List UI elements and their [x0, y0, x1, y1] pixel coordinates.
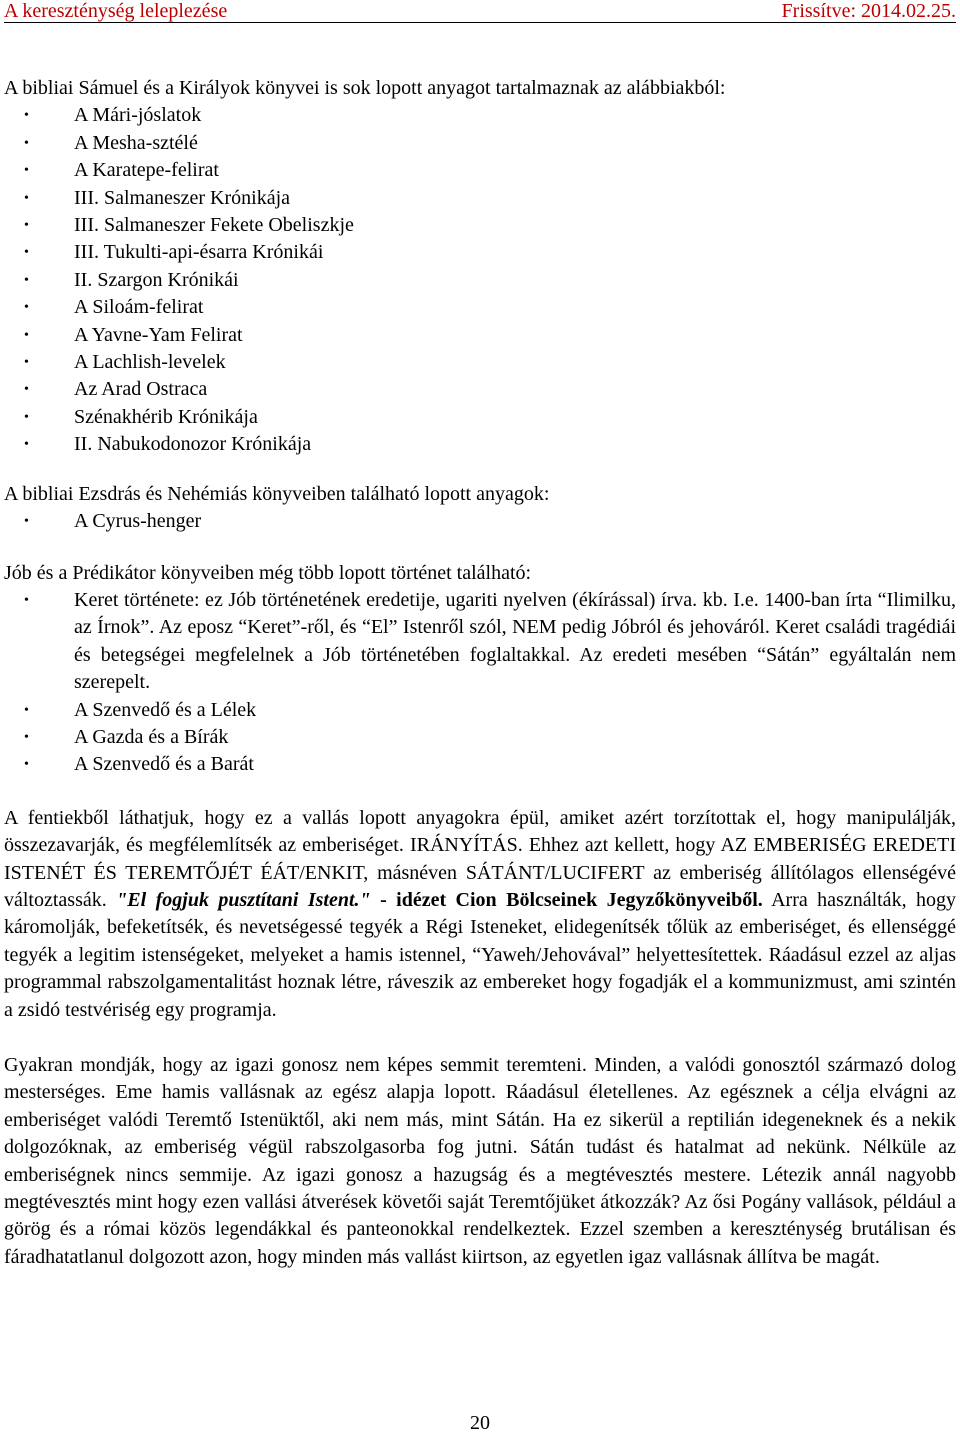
section-job-intro: Jób és a Prédikátor könyveiben még több lopott történet található:	[4, 561, 532, 584]
section-samuel-kings-intro: A bibliai Sámuel és a Királyok könyvei is sok lopott anyagot tartalmaznak az alábbiakból:	[4, 77, 726, 99]
section-ezra-nehemiah-list	[4, 508, 956, 535]
list-item: • Szénakhérib Krónikája	[4, 404, 956, 431]
page-content	[4, 75, 956, 1271]
list-item: • II. Szargon Krónikái	[4, 267, 956, 294]
list-item: • A Gazda és a Bírák	[4, 724, 956, 751]
list-item: • A Mári-jóslatok	[4, 102, 956, 129]
list-item: • A Cyrus-henger	[4, 508, 956, 535]
list-item-keret: • Keret története: ez Jób történetének eredetije, ugariti nyelven (ékírással) írva. kb. I.e. 1400-ban írta “Ilimilku, az Írnok”. Az eposz “Keret”-ről, és “El” Istenről szól, NEM pedig Jóbról és jehováról. Keret családi tragédiái és betegségei megfelelnek a Jób történetében foglaltakkal. Az eredeti mesében “Sátán” egyáltalán nem szerepelt.	[4, 587, 956, 697]
update-date: Frissítve: 2014.02.25.	[781, 0, 956, 22]
list-item: • A Yavne-Yam Felirat	[4, 322, 956, 349]
list-item: • III. Salmaneszer Krónikája	[4, 185, 956, 212]
list-item: • Az Arad Ostraca	[4, 376, 956, 403]
quote-text: "El fogjuk pusztítani Istent."	[116, 888, 371, 911]
section-job-list	[4, 587, 956, 779]
list-item: • A Szenvedő és a Lélek	[4, 697, 956, 724]
document-title: A kereszténység leleplezése	[4, 0, 228, 22]
list-item: • A Szenvedő és a Barát	[4, 751, 956, 778]
quote-source: - idézet Cion Bölcseinek Jegyzőkönyveiből.	[370, 888, 763, 911]
section-samuel-kings-list	[4, 102, 956, 458]
page-number: 20	[470, 1412, 490, 1434]
section-ezra-nehemiah-intro: A bibliai Ezsdrás és Nehémiás könyveiben található lopott anyagok:	[4, 482, 550, 505]
paragraph-conclusion	[4, 805, 956, 1024]
list-item: • A Karatepe-felirat	[4, 157, 956, 184]
paragraph-text: A fentiekből láthatjuk, hogy ez a vallás lopott anyagokra épül, amiket azért torzítottak el, hogy manipulálják, összezavarják, és megfélemlítsék az emberiséget. IRÁNYÍTÁS. Ehhez azt kellett, hogy AZ EMBERISÉG EREDETI ISTENÉT ÉS TEREMTŐJÉT ÉÁT/ENKIT, másnéven SÁTÁNT/LUCIFERT az emberiség állítólagos ellenségévé változtassák.	[4, 806, 956, 911]
page-header	[4, 0, 956, 23]
list-item: • A Siloám-felirat	[4, 294, 956, 321]
paragraph-text: Arra használták, hogy káromolják, befeketítsék, és nevetségessé tegyék a Régi Isteneket, elidegenítsék tőlük az emberiséget, és ellenséggé tegyék a legitim istenségeket, melyeket a hamis istennel, “Yaweh/Jehovával” helyettesítettek. Ráadásul ezzel az aljas programmal rabszolgamentalitást hoznak létre, ráveszik az embereket hogy fogadják el a kommunizmust, ami szintén a zsidó testvériség egy programja.	[4, 888, 956, 1021]
list-item: • A Mesha-sztélé	[4, 130, 956, 157]
list-item: • III. Salmaneszer Fekete Obeliszkje	[4, 212, 956, 239]
list-item: • II. Nabukodonozor Krónikája	[4, 431, 956, 458]
list-item: • A Lachlish-levelek	[4, 349, 956, 376]
list-item: • III. Tukulti-api-ésarra Krónikái	[4, 239, 956, 266]
paragraph-evil: Gyakran mondják, hogy az igazi gonosz nem képes semmit teremteni. Minden, a valódi gonosztól származó dolog mesterséges. Eme hamis vallásnak az egész alapja lopott. Ráadásul életellenes. Az egésznek a célja elvágni az emberiséget valódi Teremtő Istenüktől, aki nem más, mint Sátán. Ha ez sikerül a reptilián idegeneknek és a nekik dolgozóknak, az emberiség végül rabszolgasorba fog jutni. Sátán tudást és hatalmat ad nekünk. Nélküle az emberiségnek nincs semmije. Az igazi gonosz a hazugság és a megtévesztés mestere. Létezik annál nagyobb megtévesztés mint hogy ezen vallási átverések követői saját Teremtőjüket átkozzák? Az ősi Pogány vallások, például a görög és a római közös legendákkal és panteonokkal rendelkeztek. Ezzel szemben a kereszténység brutálisan és fáradhatatlanul dolgozott azon, hogy minden más vallást kiirtson, az egyetlen igaz vallásnak állítva be magát.	[4, 1054, 956, 1268]
